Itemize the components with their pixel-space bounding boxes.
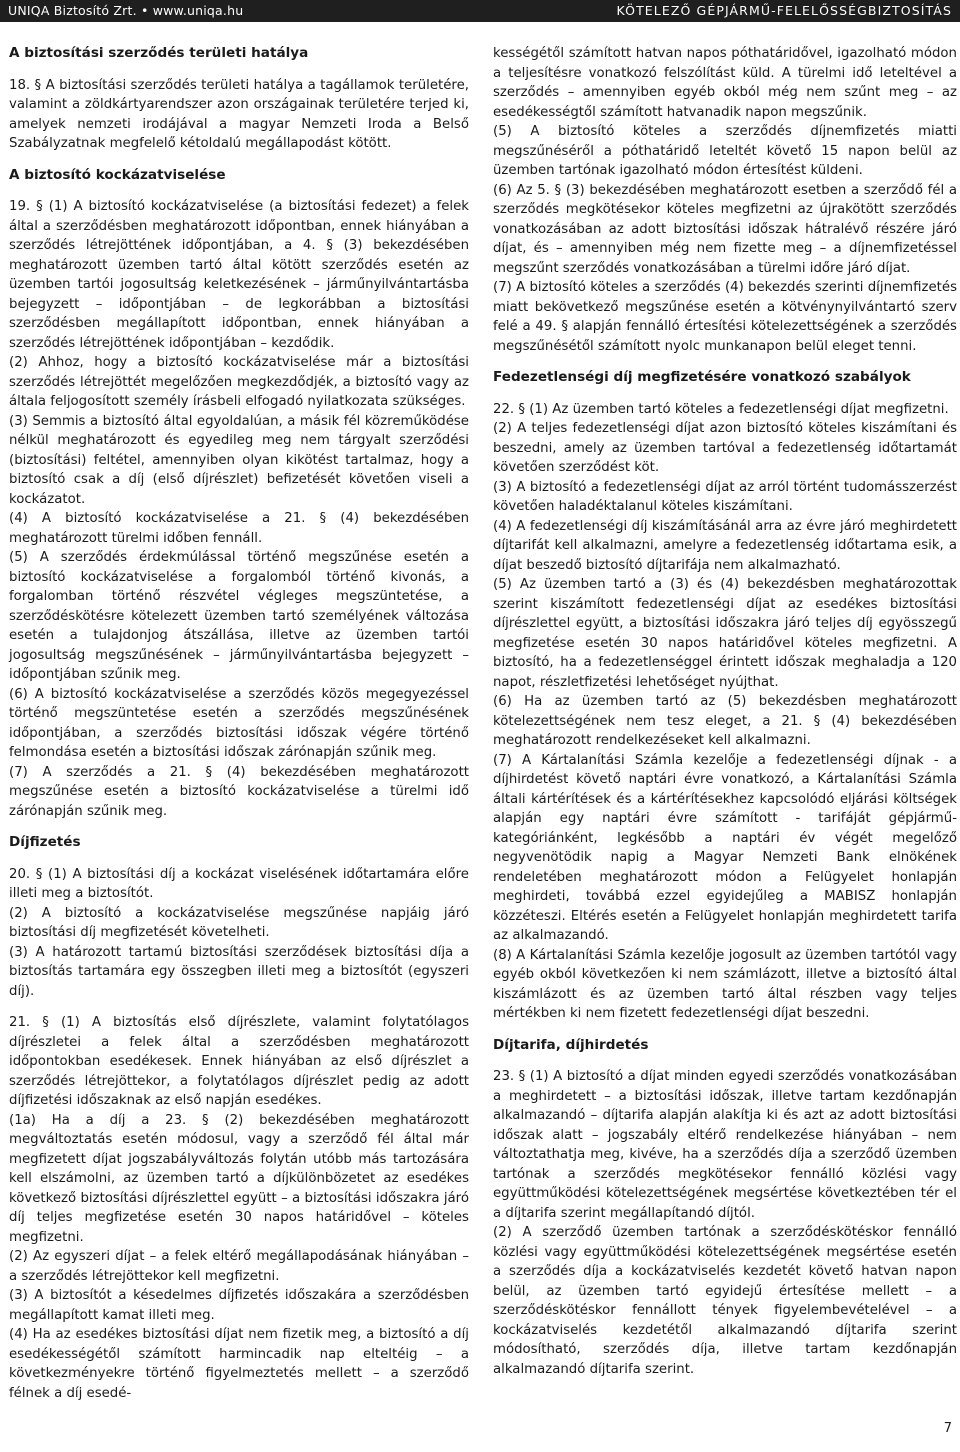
paragraph-18: 18. § A biztosítási szerződés területi hatálya a tagállamok területére, valamint a zöldkártyarendszer azon országainak területére terjed ki, amelyek nemzeti irodájával a magyar Nemzeti Iroda a Belső Szabályzatnak megfelelő kétoldalú megállapodást kötött. — [9, 77, 469, 151]
paragraph-21-7: (7) A biztosító köteles a szerződés (4) bekezdés szerinti díjnemfizetés miatt bekövetkező megszűnése esetén a kötvénynyilvántartó szerv felé a 49. § alapján fennálló értesítési kötelezettségének a szerződés megszűnésétől számított nyolc munkanapon belül eleget tenni. — [493, 280, 957, 354]
paragraph-22-1: 22. § (1) Az üzemben tartó köteles a fedezetlenségi díjat megfizetni. — [493, 401, 949, 417]
paragraph-21-4-continued: kességétől számított hatvan napos póthatáridővel, igazolható módon a teljesítésre vonatkozó felszólítást küld. A türelmi idő leteltével a szerződés – amennyiben egyéb okból még nem szűnt meg – az esedékességtől számított hatvanadik napon megszűnik. — [493, 46, 957, 120]
paragraph-23-1: 23. § (1) A biztosító a díjat minden egyedi szerződés vonatkozásában a meghirdetett – a biztosítási időszak, illetve tartam kezdőnapján alkalmazandó – díjtarifa alapján alakítja ki és azt az adott biztosítási időszak alatt – jogszabály eltérő rendelkezése hiányában – nem változtathatja meg, kivéve, ha a szerződés díja a szerződő üzemben tartónak a szerződés megkötésekor fennálló közlési vagy együttműködési kötelezettségének megsértése következtében tér el a díjtarifa szerint megállapítandó díjtól. — [493, 1069, 957, 1221]
left-column — [9, 44, 469, 1403]
paragraph-19-4: (4) A biztosító kockázatviselése a 21. § (4) bekezdésében meghatározott türelmi időben fennáll. — [9, 511, 469, 546]
paragraph-20-3: (3) A határozott tartamú biztosítási szerződések biztosítási díja a biztosítás tartamára egy összegben illeti meg a biztosítót (egyszeri díj). — [9, 944, 469, 999]
header-publisher: UNIQA Biztosító Zrt. • www.uniqa.hu — [8, 3, 244, 18]
paragraph-19-5: (5) A szerződés érdekmúlással történő megszűnése esetén a biztosító kockázatviselése a forgalomból történő kivonás, a forgalomban történő részvétel végleges megszüntetése, a szerződéskötésre kötelezett üzemben tartó személyének változása esetén a tulajdonjog átszállása, illetve az üzemben tartói jogosultság megszűnésének – járműnyilvántartásba bejegyzett – időpontjában szűnik meg. — [9, 550, 469, 682]
section-heading-risk-bearing: A biztosító kockázatviselése — [9, 166, 226, 183]
page-number: 7 — [943, 1421, 952, 1436]
paragraph-22-3: (3) A biztosító a fedezetlenségi díjat az arról történt tudomásszerzést követően haladéktalanul köteles kiszámítani. — [493, 479, 957, 514]
section-heading-territorial-scope: A biztosítási szerződés területi hatálya — [9, 45, 309, 61]
paragraph-22-4: (4) A fedezetlenségi díj kiszámításánál arra az évre járó meghirdetett díjtarifát kell alkalmazni, amelyre a fedezetlenség időtartama esik, a díjat beszedő biztosító díjtarifája nem alkalmazható. — [493, 518, 957, 573]
paragraph-21-1: 21. § (1) A biztosítás első díjrészlete, valamint folytatólagos díjrészletei a felek által a szerződésben meghatározott időpontokban esedékesek. Ennek hiányában az első díjrészlet a szerződés létrejöttekor, a folytatólagos díjrészlet pedig az adott díjfizetési időszaknak az első napján esedékes. — [9, 1015, 469, 1108]
paragraph-23-2: (2) A szerződő üzemben tartónak a szerződéskötéskor fennálló közlési vagy együttműködési kötelezettségének megsértése esetén a szerződés díja a kockázatviselés kezdetét követő hatvan napon belül, az üzemben tartó egyidejű értesítése mellett – a szerződéskötéskor fennállott tények figyelembevételével – a kockázatviselés kezdetétől alkalmazandó díjtarifa szerint módosítható, szerződés díja, illetve tartam kezdőnapján alkalmazandó díjtarifa szerint. — [493, 1225, 957, 1377]
section-heading-premium-payment: Díjfizetés — [9, 834, 81, 850]
paragraph-19-2: (2) Ahhoz, hogy a biztosító kockázatviselése már a biztosítási szerződés létrejöttét megelőzően megkezdődjék, a biztosító vagy az általa feljogosított személy írásbeli elfogadó nyilatkozata szükséges. — [9, 355, 469, 409]
right-column — [493, 44, 957, 1379]
header-document-title: KÖTELEZŐ GÉPJÁRMŰ-FELELŐSSÉGBIZTOSÍTÁS — [616, 3, 952, 18]
paragraph-21-1a: (1a) Ha a díj a 23. § (2) bekezdésében meghatározott megváltoztatás esetén módosul, vagy a szerződő fél által már megfizetett díjat jogszabályváltozás folytán utóbb más tartozására kell elszámolni, az üzemben tartó a díjkülönbözetet az esedékes következő biztosítási díjrészlettel együtt – a biztosítási időszakra járó díj teljes megfizetése esetén 30 napos határidővel – köteles megfizetni. — [9, 1112, 469, 1245]
paragraph-19-6: (6) A biztosító kockázatviselése a szerződés közös megegyezéssel történő megszüntetése esetén a szerződés megszűnésének időpontjában, a szerződés biztosítási időszak végére történő felmondása esetén a biztosítási időszak zárónapján szűnik meg. — [9, 686, 469, 760]
paragraph-21-4: (4) Ha az esedékes biztosítási díjat nem fizetik meg, a biztosító a díj esedékességétől számított harmincadik nap elteltéig – a következményekre történő figyelmeztetés mellett – a szerződő félnek a díj esedé- — [9, 1327, 469, 1401]
paragraph-19-7: (7) A szerződés a 21. § (4) bekezdésében meghatározott megszűnése esetén a biztosító kockázatviselése a türelmi idő zárónapján szűnik meg. — [9, 764, 469, 819]
paragraph-19-3: (3) Semmis a biztosító által egyoldalúan, a másik fél közreműködése nélkül meghatározott és egyedileg meg nem tárgyalt szerződési (biztosítási) feltétel, amennyiben olyan kikötést tartalmaz, hogy a biztosító csak a díj (első díjrészlet) befizetését követően viseli a kockázatot. — [9, 413, 469, 507]
paragraph-21-3: (3) A biztosítót a késedelmes díjfizetés időszakára a szerződésben megállapított kamat illeti meg. — [9, 1288, 469, 1323]
paragraph-19-1: 19. § (1) A biztosító kockázatviselése (a biztosítási fedezet) a felek által a szerződésben meghatározott időpontban, ennek hiányában a szerződés létrejöttének időpontjában, a 4. § (3) bekezdésében meghatározott üzemben tartó által kötött szerződés esetén az üzemben tartói jogosultság keletkezésének – járműnyilvántartásba bejegyzett – időpontjában – de legkorábban a biztosítási szerződésben megállapított időpontban, ennek hiányában a szerződés létrejöttének időpontjában – kezdődik. — [9, 199, 469, 351]
paragraph-20-1: 20. § (1) A biztosítási díj a kockázat viselésének időtartamára előre illeti meg a biztosítót. — [9, 866, 469, 901]
paragraph-21-2: (2) Az egyszeri díjat – a felek eltérő megállapodásának hiányában – a szerződés létrejöttekor kell megfizetni. — [9, 1249, 469, 1284]
paragraph-22-5: (5) Az üzemben tartó a (3) és (4) bekezdésben meghatározottak szerint kiszámított fedezetlenségi díjat az esedékes biztosítási díjrészlettel együtt, a biztosítási időszakra járó teljes díj egyösszegű megfizetése esetén 30 napos határidővel köteles megfizetni. A biztosító, ha a fedezetlenséggel érintett időszak meghaladja a 120 napot, részletfizetési lehetőséget nyújthat. — [493, 577, 957, 690]
paragraph-20-2: (2) A biztosító a kockázatviselése megszűnése napjáig járó biztosítási díj megfizetését követelheti. — [9, 905, 469, 940]
page-header — [0, 0, 960, 22]
paragraph-22-7: (7) A Kártalanítási Számla kezelője a fedezetlenségi díjnak - a díjhirdetést követő naptári évre vonatkozó, a Kártalanítási Számla általi kártérítések és a kártérítésekhez kapcsolódó eljárási költségek alapján egy naptári évre számított - tarifáját gépjármű-kategóriánként, legkésőbb a naptári év végét megelőző negyvenötödik napig a Magyar Nemzeti Bank elnökének rendeletében meghatározott módon a Felügyelet honlapján meghirdeti, továbbá ezzel egyidejűleg a MABISZ honlapján közzéteszi. Eltérés esetén a Felügyelet honlapján meghirdetett tarifa az alkalmazandó. — [493, 752, 957, 943]
paragraph-22-6: (6) Ha az üzemben tartó az (5) bekezdésben meghatározott kötelezettségének nem tesz eleget, a 21. § (4) bekezdésében meghatározott rendelkezéseket kell alkalmazni. — [493, 694, 957, 748]
paragraph-22-8: (8) A Kártalanítási Számla kezelője jogosult az üzemben tartótól vagy egyéb okból következően ki nem számlázott, illetve a biztosító által kiszámlázott és az üzemben tartó által részben vagy teljes mértékben ki nem fizetett fedezetlenségi díjat beszedni. — [493, 947, 957, 1021]
paragraph-21-5: (5) A biztosító köteles a szerződés díjnemfizetés miatti megszűnéséről a póthatáridő leteltét követő 15 napon belül az üzemben tartónak igazolható módon értesítést küldeni. — [493, 124, 957, 178]
section-heading-uninsured-fee: Fedezetlenségi díj megfizetésére vonatkozó szabályok — [493, 369, 911, 385]
section-heading-tariff: Díjtarifa, díjhirdetés — [493, 1036, 649, 1053]
paragraph-21-6: (6) Az 5. § (3) bekezdésében meghatározott esetben a szerződő fél a szerződés megkötésekor köteles megfizetni az újrakötött szerződés vonatkozásában az adott biztosítási időszak hátralévő részére járó díjat, és – amennyiben még nem fizette meg – a díjnemfizetéssel megszűnt szerződés vonatkozásában a türelmi időre járó díjat. — [493, 182, 957, 276]
paragraph-22-2: (2) A teljes fedezetlenségi díjat azon biztosító köteles kiszámítani és beszedni, amely az üzemben tartóval a fedezetlenség időtartamát követően szerződést köt. — [493, 421, 957, 475]
